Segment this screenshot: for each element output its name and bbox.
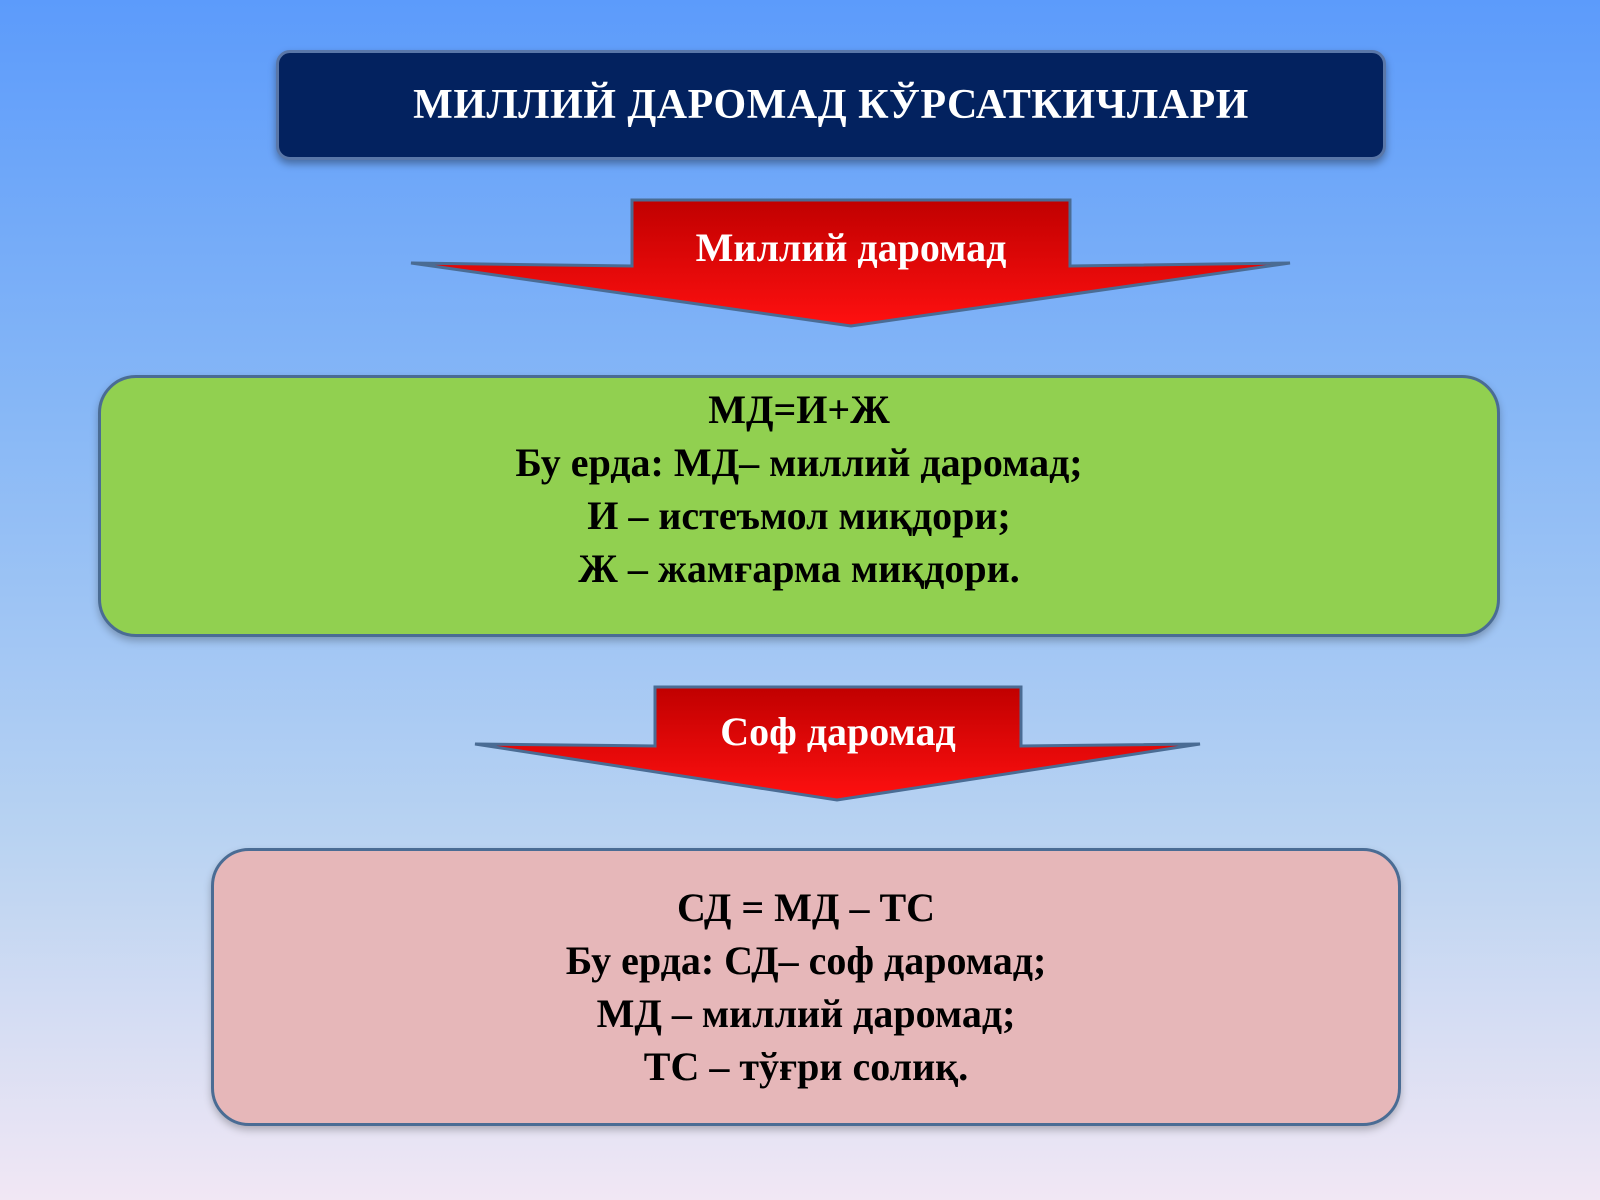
definition-line: Бу ерда: СД– соф даромад;	[565, 938, 1047, 983]
definition-line: Ж – жамғарма миқдори.	[578, 546, 1020, 591]
national-income-formula-box	[98, 375, 1500, 637]
arrow-label-national-income: Миллий даромад	[695, 225, 1007, 270]
title-banner	[276, 50, 1386, 160]
formula-line: МД=И+Ж	[708, 387, 890, 432]
page-title: МИЛЛИЙ ДАРОМАД КЎРСАТКИЧЛАРИ	[413, 82, 1249, 128]
definition-line: Бу ерда: МД– миллий даромад;	[515, 440, 1083, 485]
definition-line: И – истеъмол миқдори;	[587, 493, 1011, 538]
arrow-label-net-income: Соф даромад	[720, 709, 956, 754]
formula-line: СД = МД – ТС	[676, 885, 936, 930]
definition-line: ТС – тўғри солиқ.	[643, 1044, 969, 1089]
definition-line: МД – миллий даромад;	[596, 991, 1016, 1036]
net-income-formula-box	[211, 848, 1401, 1126]
